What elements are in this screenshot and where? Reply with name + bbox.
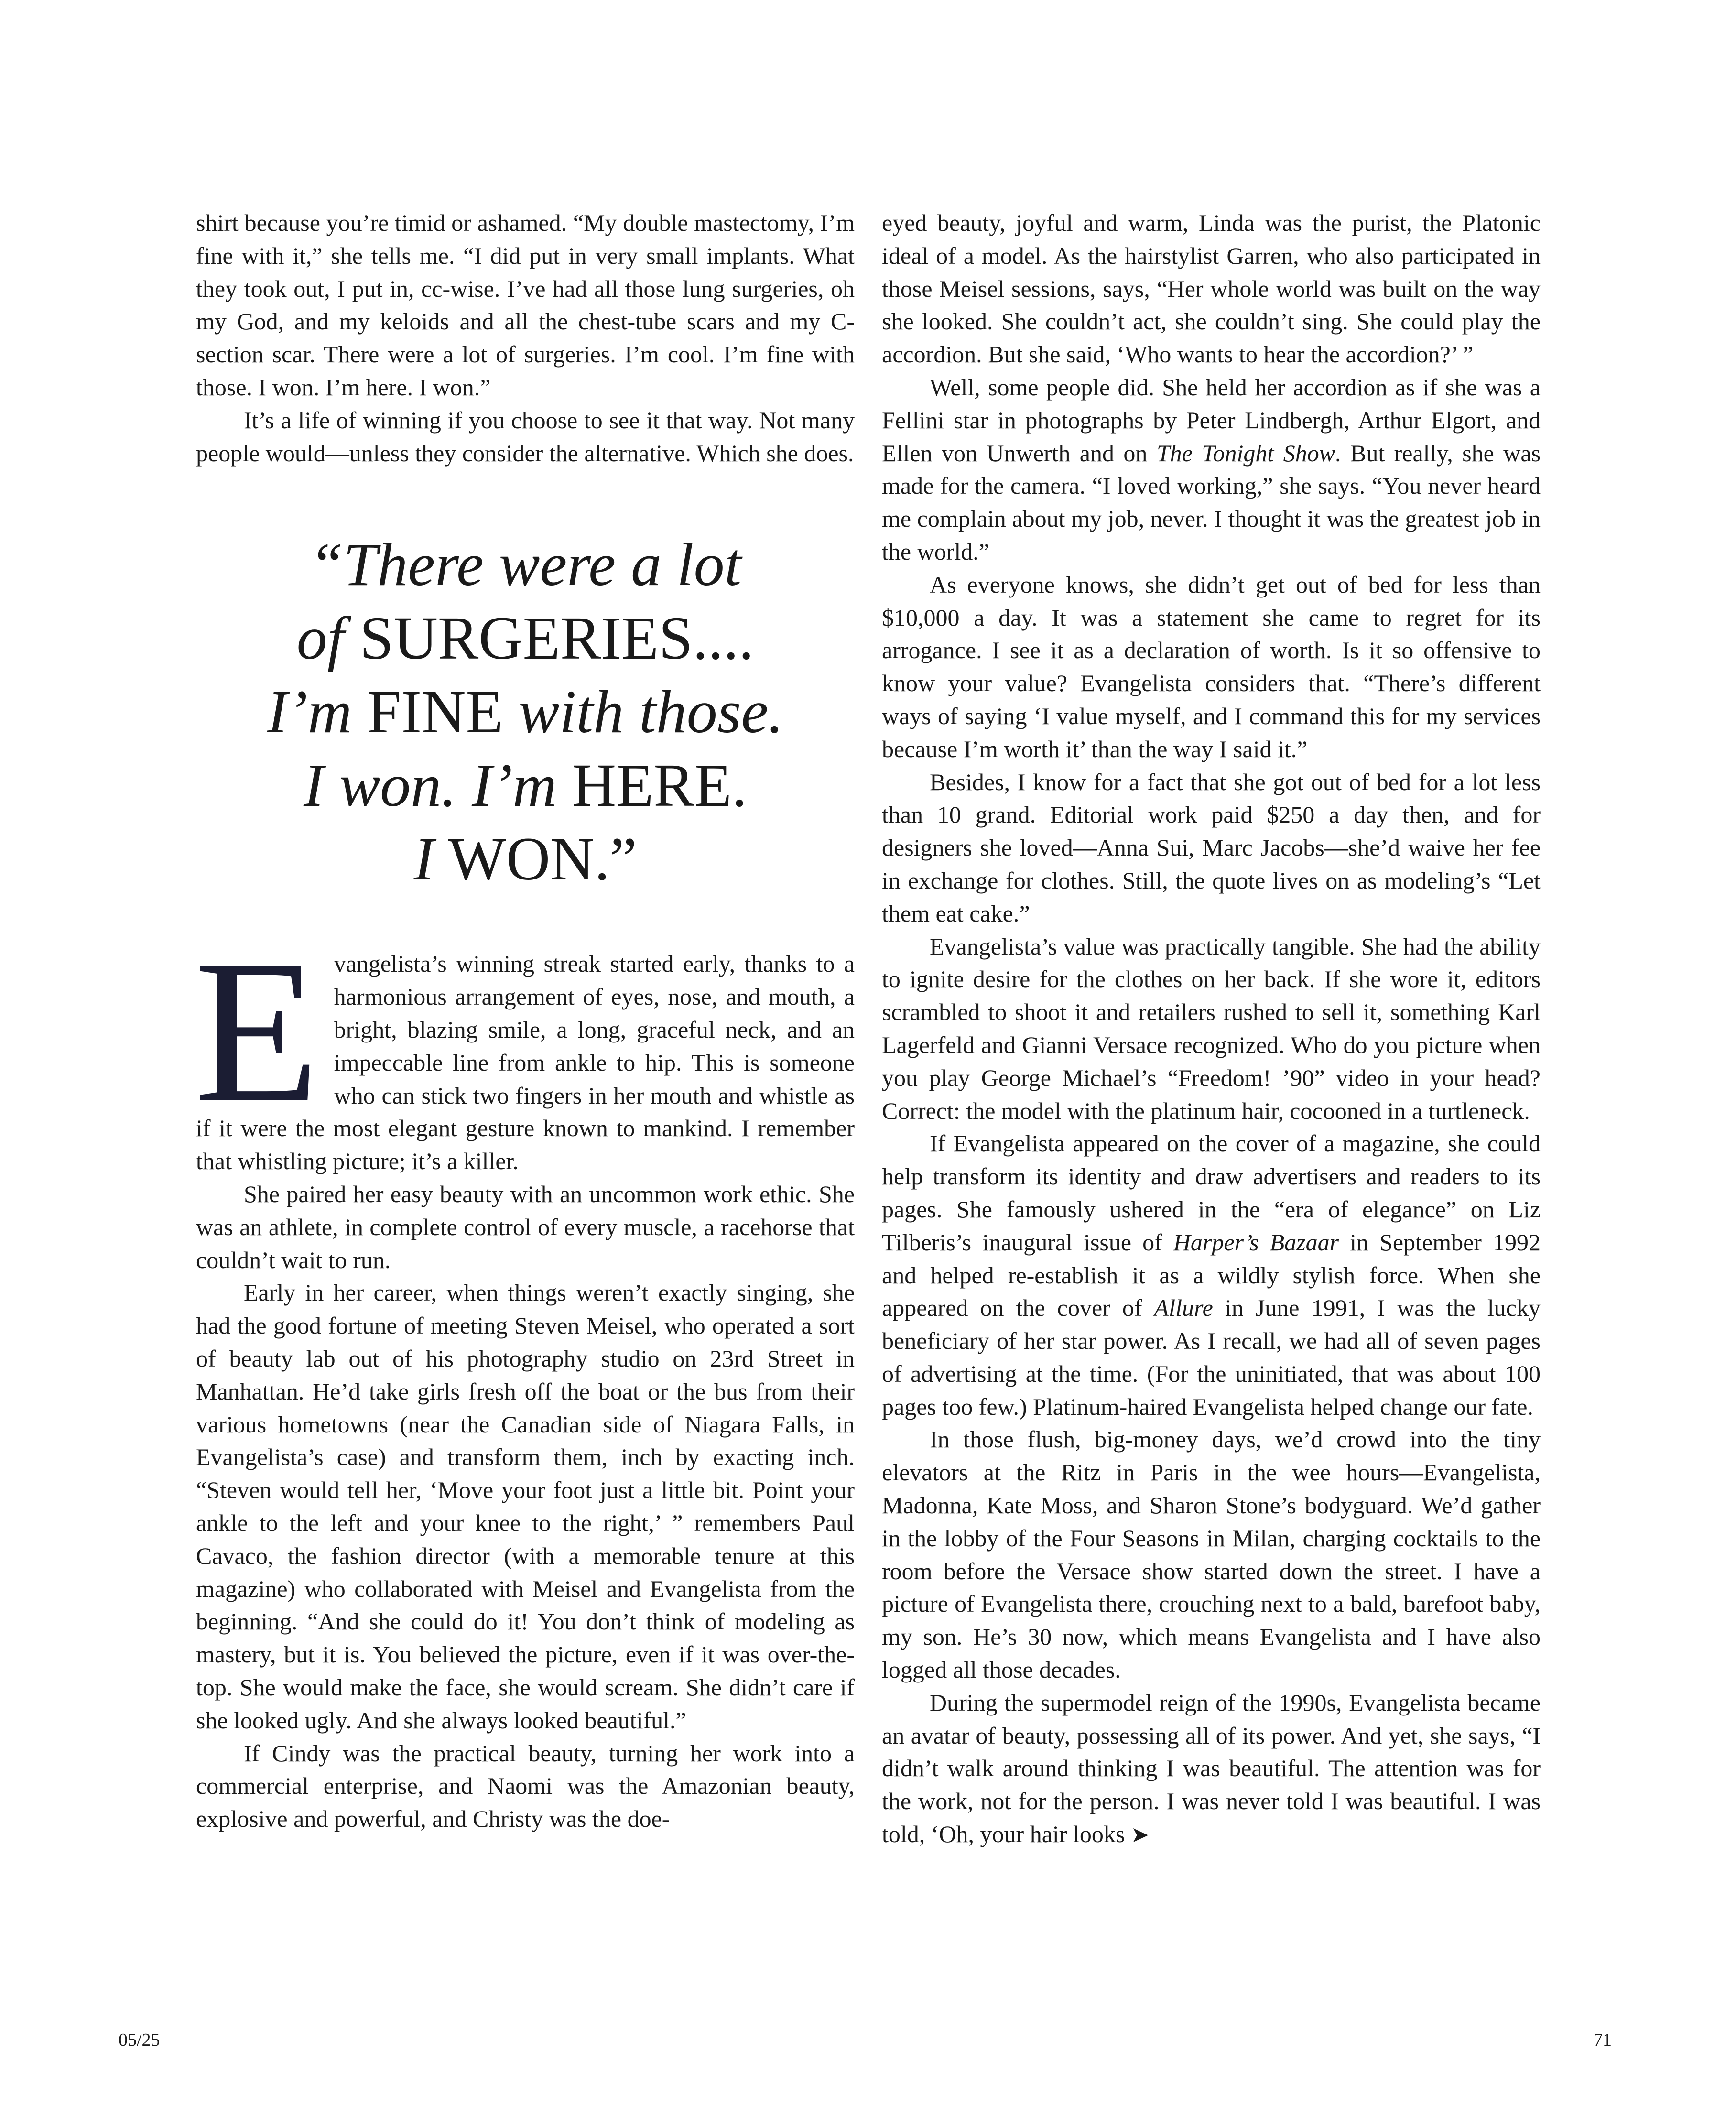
pull-quote-line <box>196 749 855 822</box>
body-text: vangelista’s winning streak started early, thanks to a harmonious arrangement of eyes, nose, and mouth, a bright, blazing smile, a long, graceful neck, and an impeccable line from ankle to hip. This is someone who can stick two fingers in her mouth and whistle as if it were the most elegant gesture known to mankind. I remember that whistling picture; it’s a killer. <box>196 950 855 1175</box>
continue-arrow-icon: ➤ <box>1130 1823 1150 1847</box>
pull-quote-line <box>196 601 855 675</box>
magazine-title: Harper’s Bazaar <box>1173 1228 1339 1256</box>
pull-quote-text: SURGERIES.... <box>344 604 754 673</box>
pull-quote-text: with those. <box>518 678 784 746</box>
magazine-title: Allure <box>1154 1294 1213 1322</box>
pull-quote-text: I won. I’m <box>304 751 557 820</box>
body-paragraph: shirt because you’re timid or ashamed. “My double mastectomy, I’m fine with it,” she tells me. “I did put in very small implants. What they took out, I put in, cc-wise. I’ve had all those lung surgeries, oh my God, and my keloids and all the chest-tube scars and my C-section scar. There were a lot of surgeries. I’m cool. I’m fine with those. I won. I’m here. I won.” <box>196 209 855 401</box>
show-title: The Tonight Show <box>1156 439 1335 467</box>
body-paragraph: It’s a life of winning if you choose to see it that way. Not many people would—unless they consider the alternative. Which she does. <box>196 406 855 467</box>
body-paragraph: She paired her easy beauty with an uncommon work ethic. She was an athlete, in complete control of every muscle, a racehorse that couldn’t wait to run. <box>196 1180 855 1273</box>
body-paragraph: Besides, I know for a fact that she got out of bed for a lot less than 10 grand. Editorial work paid $250 a day then, and for designers she loved—Anna Sui, Marc Jacobs—she’d waive her fee in exchange for clothes. Still, the quote lives on as modeling’s “Let them eat cake.” <box>882 768 1541 927</box>
body-paragraph <box>882 1686 1541 1852</box>
pull-quote-text: WON.” <box>434 825 637 893</box>
pull-quote-text: “There were a lot <box>309 531 742 599</box>
pull-quote-text: HERE. <box>556 751 747 820</box>
body-text: in June 1991, I was the lucky beneficiary of her star power. As I recall, we had all of seven pages of advertising at the time. (For the uninitiated, that was about 100 pages too few.) Platinum-haired Evangelista helped change our fate. <box>882 1294 1541 1420</box>
body-text: If Evangelista appeared on the cover of a magazine, she could help transform its identity and draw advertisers and readers to its pages. She famously ushered in the “era of elegance” on Liz Tilberis’s inaugural issue of <box>882 1130 1541 1256</box>
pull-quote <box>196 528 855 896</box>
right-column <box>882 206 1541 1852</box>
body-paragraph: In those flush, big-money days, we’d crowd into the tiny elevators at the Ritz in Paris in the wee hours—Evangelista, Madonna, Kate Moss, and Sharon Stone’s bodyguard. We’d gather in the lobby of the Four Seasons in Milan, charging cocktails to the room before the Versace show started down the street. I have a picture of Evangelista there, crouching next to a bald, barefoot baby, my son. He’s 30 now, which means Evangelista and I have also logged all those decades. <box>882 1426 1541 1683</box>
pull-quote-line <box>196 822 855 896</box>
issue-date: 05/25 <box>119 2030 160 2050</box>
page-number: 71 <box>1594 2030 1612 2050</box>
body-paragraph: Evangelista’s value was practically tangible. She had the ability to ignite desire for the clothes on her back. If she wore it, editors scrambled to shoot it and retailers rushed to sell it, something Karl Lagerfeld and Gianni Versace recognized. Who do you picture when you play George Michael’s “Freedom! ’90” video in your head? Correct: the model with the platinum hair, cocooned in a turtleneck. <box>882 933 1541 1124</box>
body-paragraph: If Cindy was the practical beauty, turning her work into a commercial enterprise, and Naomi was the Amazonian beauty, explosive and powerful, and Christy was the doe- <box>196 1739 855 1833</box>
body-paragraph: As everyone knows, she didn’t get out of bed for less than $10,000 a day. It was a statement she came to regret for its arrogance. I see it as a declaration of worth. Is it so offensive to know your value? Evangelista considers that. “There’s different ways of saying ‘I value myself, and I command this for my services because I’m worth it’ than the way I said it.” <box>882 571 1541 762</box>
drop-cap: E <box>194 918 320 1146</box>
body-text: in September 1992 and helped re-establish it as a wildly stylish force. When she appeared on the cover of <box>882 1228 1541 1322</box>
pull-quote-text: I’m <box>267 678 352 746</box>
body-paragraph: eyed beauty, joyful and warm, Linda was the purist, the Platonic ideal of a model. As the hairstylist Garren, who also participated in those Meisel sessions, says, “Her whole world was built on the way she looked. She couldn’t act, she couldn’t sing. She could play the accordion. But she said, ‘Who wants to hear the accordion?’ ” <box>882 209 1541 368</box>
body-paragraph-dropcap <box>194 918 855 1178</box>
body-paragraph <box>882 1127 1541 1423</box>
body-text: . But really, she was made for the camera. “I loved working,” she says. “You never heard me complain about my job, never. I thought it was the greatest job in the world.” <box>882 439 1541 565</box>
pull-quote-text: of <box>296 604 345 673</box>
pull-quote-line <box>196 528 855 601</box>
body-paragraph: Early in her career, when things weren’t exactly singing, she had the good fortune of meeting Steven Meisel, who operated a sort of beauty lab out of his photography studio on 23rd Street in Manhattan. He’d take girls fresh off the boat or the bus from their various hometowns (near the Canadian side of Niagara Falls, in Evangelista’s case) and transform them, inch by exacting inch. “Steven would tell her, ‘Move your foot just a little bit. Point your ankle to the left and your knee to the right,’ ” remembers Paul Cavaco, the fashion director (with a memorable tenure at this magazine) who collaborated with Meisel and Evangelista from the beginning. “And she could do it! You don’t think of modeling as mastery, but it is. You believed the picture, even if it was over-the-top. She would make the face, she would scream. She didn’t care if she looked ugly. And she always looked beautiful.” <box>196 1279 855 1734</box>
body-paragraph <box>882 371 1541 568</box>
left-column <box>196 206 855 1835</box>
body-text: Well, some people did. She held her accordion as if she was a Fellini star in photographs by Peter Lindbergh, Arthur Elgort, and Ellen von Unwerth and on <box>882 373 1541 467</box>
body-text: During the supermodel reign of the 1990s, Evangelista became an avatar of beauty, possessing all of its power. And yet, she says, “I didn’t walk around thinking I was beautiful. The attention was for the work, not for the person. I was never told I was beautiful. I was told, ‘Oh, your hair looks <box>882 1689 1541 1848</box>
pull-quote-text: FINE <box>352 678 519 746</box>
pull-quote-line <box>196 675 855 749</box>
pull-quote-text: I <box>413 825 434 893</box>
